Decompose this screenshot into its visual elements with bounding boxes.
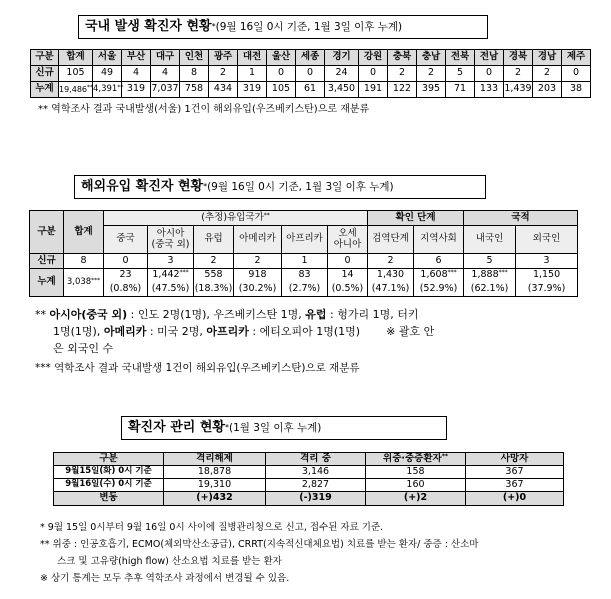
overseas-header-cell: 아메리카 [234,226,282,254]
domestic-header-cell: 울산 [267,50,296,66]
domestic-header-cell: 세종 [296,50,325,66]
overseas-title: 해외유입 확진자 현황 [81,179,204,194]
management-cell: (-)319 [266,492,366,506]
domestic-cell: 203 [533,82,562,98]
management-cell: 367 [466,479,564,492]
domestic-cell: 105 [59,66,93,82]
row-label: 9월16일(수) 0시 기준 [54,479,164,492]
row-label: 9월15일(화) 0시 기준 [54,466,164,479]
overseas-header-label: 구분 [30,211,64,254]
overseas-pct-cell: (47.5%) [148,283,194,297]
overseas-cell: 1,608*** [414,269,464,283]
overseas-pct-cell: (47.1%) [368,283,414,297]
domestic-header-cell: 경기 [325,50,359,66]
domestic-header-cell: 강원 [359,50,388,66]
overseas-header-cell: 유럽 [194,226,234,254]
overseas-pct-cell: (2.7%) [282,283,328,297]
overseas-pct-cell: (18.3%) [194,283,234,297]
domestic-cell: 5 [446,66,475,82]
management-header-cell: 위중·중증환자** [366,453,466,466]
overseas-cell: 23 [104,269,148,283]
overseas-cell: 1 [282,254,328,269]
domestic-header-cell: 합계 [59,50,93,66]
management-cell: (+)2 [366,492,466,506]
domestic-cell: 49 [93,66,122,82]
domestic-note: ** 역학조사 결과 국내발생(서울) 1건이 해외유입(우즈베키스탄)으로 재분류 [38,104,370,115]
domestic-cell: 0 [562,66,591,82]
overseas-cell: 1,442*** [148,269,194,283]
management-title-box: 확진자 관리 현황*(1월 3일 이후 누계) [121,416,447,440]
management-header-cell: 사망자 [466,453,564,466]
domestic-header-row [31,50,591,66]
domestic-header-cell: 대전 [238,50,267,66]
domestic-cell: 8 [180,66,209,82]
overseas-cell: 2 [194,254,234,269]
overseas-header-cell: 아프리카 [282,226,328,254]
domestic-cell: 0 [296,66,325,82]
management-cell: (+)0 [466,492,564,506]
overseas-cell: 1,888*** [464,269,516,283]
domestic-cumulative-row [31,82,591,98]
row-label: 변동 [54,492,164,506]
management-row [54,466,564,479]
domestic-cell: 2 [533,66,562,82]
overseas-cell: 5 [464,254,516,269]
domestic-cell: 191 [359,82,388,98]
domestic-header-cell: 구분 [31,50,59,66]
management-note-2: ** 위중 : 인공호흡기, ECMO(체외막산소공급), CRRT(지속적신대체요법) 치료를 받는 환자/ 중증 : 산소마 [40,539,479,550]
management-subtitle: (1월 3일 이후 누계) [228,422,322,434]
management-cell: 19,310 [164,479,266,492]
overseas-header-row-1 [30,211,578,226]
management-row [54,479,564,492]
management-note-1: * 9월 15일 0시부터 9월 16일 0시 사이에 질병관리청으로 신고, 접수된 자료 기준. [40,522,384,533]
management-cell: 158 [366,466,466,479]
overseas-header-row-2 [30,226,578,254]
row-label: 누계 [30,269,64,297]
domestic-cell: 0 [475,66,504,82]
domestic-cell: 319 [238,82,267,98]
domestic-cell: 105 [267,82,296,98]
domestic-header-cell: 경남 [533,50,562,66]
domestic-cell: 2 [388,66,417,82]
management-header-row [54,453,564,466]
overseas-note-2: 1명(1명), 아메리카 : 미국 2명, 아프리카 : 에티오피아 1명(1명) ※ 괄호 안 [53,325,435,338]
overseas-cell: 6 [414,254,464,269]
overseas-cell: 3,038*** [64,269,104,297]
row-label: 신규 [31,66,59,82]
overseas-cell: 558 [194,269,234,283]
management-note-4: ※ 상기 통계는 모두 추후 역학조사 과정에서 변경될 수 있음. [40,573,290,584]
domestic-title: 국내 발생 확진자 현황 [85,19,212,34]
overseas-header-stage-group: 확인 단계 [368,211,464,226]
overseas-cell: 1,150 [516,269,578,283]
domestic-cell: 0 [359,66,388,82]
overseas-note-3: 은 외국인 수 [53,342,114,355]
domestic-cell: 61 [296,82,325,98]
overseas-cell: 1,430 [368,269,414,283]
overseas-cell: 14 [328,269,368,283]
management-cell: 160 [366,479,466,492]
domestic-cell: 4,391** [93,82,122,98]
domestic-cell: 395 [417,82,446,98]
overseas-cell: 8 [64,254,104,269]
domestic-cell: 4 [151,66,180,82]
management-note-3: 스크 및 고유량(high flow) 산소요법 치료를 받는 환자 [57,556,282,567]
domestic-cell: 24 [325,66,359,82]
domestic-new-row [31,66,591,82]
domestic-cell: 1,439 [504,82,533,98]
overseas-header-cell: 아시아 (중국 외) [148,226,194,254]
overseas-header-total: 합계 [64,211,104,254]
overseas-percent-row [30,283,578,297]
management-cell: 18,878 [164,466,266,479]
overseas-table [29,210,578,297]
domestic-header-cell: 충남 [417,50,446,66]
domestic-cell: 38 [562,82,591,98]
overseas-pct-cell: (62.1%) [464,283,516,297]
overseas-cell: 3 [148,254,194,269]
overseas-cumulative-row [30,269,578,283]
domestic-header-cell: 광주 [209,50,238,66]
domestic-header-cell: 전북 [446,50,475,66]
domestic-cell: 1 [238,66,267,82]
overseas-cell: 2 [368,254,414,269]
overseas-header-cell: 중국 [104,226,148,254]
overseas-cell: 0 [104,254,148,269]
domestic-cell: 4 [122,66,151,82]
management-cell: 367 [466,466,564,479]
overseas-pct-cell: (30.2%) [234,283,282,297]
domestic-header-cell: 부산 [122,50,151,66]
overseas-subtitle: (9월 16일 0시 기준, 1월 3일 이후 누계) [207,181,394,193]
domestic-cell: 434 [209,82,238,98]
overseas-pct-cell: (52.9%) [414,283,464,297]
overseas-header-cell: 지역사회 [414,226,464,254]
domestic-subtitle: (9월 16일 0시 기준, 1월 3일 이후 누계) [215,21,403,33]
overseas-cell: 918 [234,269,282,283]
domestic-cell: 3,450 [325,82,359,98]
domestic-cell: 0 [267,66,296,82]
overseas-note-1: ** 아시아(중국 외) : 인도 2명(1명), 우즈베키스탄 1명, 유럽 : 헝가리 1명, 터키 [35,308,419,321]
management-table [53,452,564,506]
domestic-table [30,49,591,98]
domestic-cell: 19,486** [59,82,93,98]
overseas-header-cell: 오세 아니아 [328,226,368,254]
domestic-header-cell: 경북 [504,50,533,66]
domestic-header-cell: 대구 [151,50,180,66]
overseas-cell: 0 [328,254,368,269]
management-title: 확진자 관리 현황 [128,420,225,435]
overseas-header-cell: 내국인 [464,226,516,254]
management-cell: 3,146 [266,466,366,479]
domestic-header-cell: 인천 [180,50,209,66]
domestic-title-box: 국내 발생 확진자 현황*(9월 16일 0시 기준, 1월 3일 이후 누계) [78,15,488,39]
domestic-cell: 71 [446,82,475,98]
domestic-cell: 122 [388,82,417,98]
domestic-header-cell: 전남 [475,50,504,66]
domestic-cell: 2 [209,66,238,82]
overseas-title-box: 해외유입 확진자 현황*(9월 16일 0시 기준, 1월 3일 이후 누계) [74,175,486,199]
overseas-pct-cell: (37.9%) [516,283,578,297]
overseas-pct-cell: (0.8%) [104,283,148,297]
management-header-cell: 격리해제 [164,453,266,466]
overseas-header-nation-group: 국적 [464,211,578,226]
domestic-cell: 7,037 [151,82,180,98]
management-header-cell: 구분 [54,453,164,466]
row-label: 신규 [30,254,64,269]
overseas-note-4: *** 역학조사 결과 국내발생 1건이 해외유입(우즈베키스탄)으로 재분류 [35,362,360,374]
row-label: 누계 [31,82,59,98]
domestic-header-cell: 충북 [388,50,417,66]
domestic-cell: 133 [475,82,504,98]
management-cell: (+)432 [164,492,266,506]
domestic-header-cell: 제주 [562,50,591,66]
domestic-cell: 758 [180,82,209,98]
overseas-cell: 3 [516,254,578,269]
overseas-cell: 83 [282,269,328,283]
management-cell: 2,827 [266,479,366,492]
domestic-cell: 319 [122,82,151,98]
overseas-cell: 2 [234,254,282,269]
domestic-header-cell: 서울 [93,50,122,66]
overseas-pct-cell: (0.5%) [328,283,368,297]
management-change-row [54,492,564,506]
domestic-cell: 2 [504,66,533,82]
management-header-cell: 격리 중 [266,453,366,466]
overseas-header-region-group: (추정)유입국가** [104,211,368,226]
overseas-header-cell: 검역단계 [368,226,414,254]
overseas-new-row [30,254,578,269]
domestic-cell: 2 [417,66,446,82]
overseas-header-cell: 외국인 [516,226,578,254]
